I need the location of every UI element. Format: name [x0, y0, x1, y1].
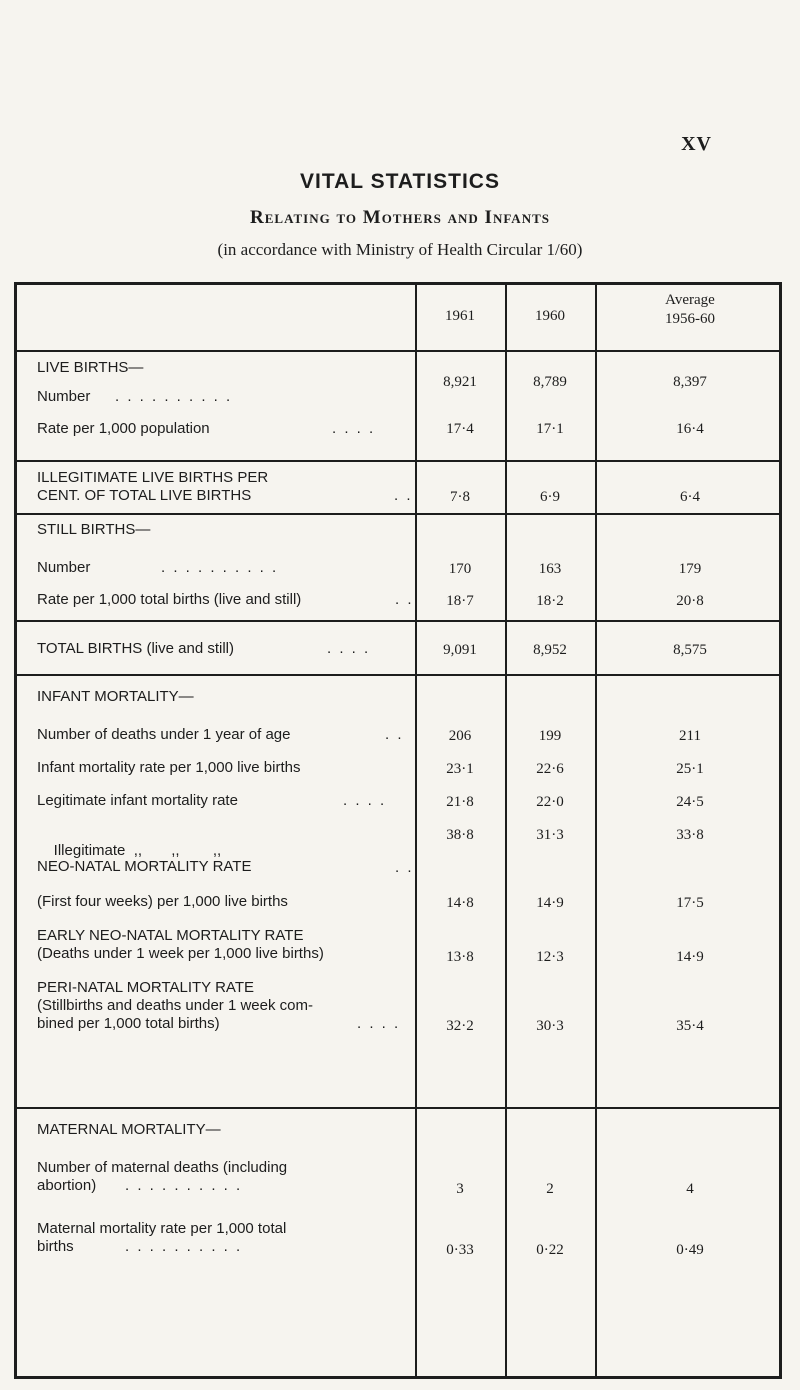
total-births-1961: 9,091 [443, 642, 477, 658]
row-divider [17, 674, 779, 676]
leader-dots: . . [395, 591, 414, 608]
circular-note: (in accordance with Ministry of Health Circular 1/60) [217, 240, 583, 259]
total-births-average: 8,575 [673, 642, 707, 658]
maternal-rate-average: 0·49 [676, 1242, 704, 1258]
row-divider [17, 513, 779, 515]
still-births-number-row [37, 559, 279, 576]
leader-dots: . . . . [357, 1015, 401, 1032]
leader-dots: . . . . [332, 420, 376, 437]
early-neonatal-1961: 13·8 [446, 949, 474, 965]
row-label: Number [37, 388, 91, 405]
infant-rate-1960: 22·6 [536, 761, 564, 777]
infant-rate-label: Infant mortality rate per 1,000 live births [37, 759, 301, 776]
legitimate-rate-average: 24·5 [676, 794, 704, 810]
maternal-rate-label-line1: Maternal mortality rate per 1,000 total [37, 1220, 287, 1237]
infant-mortality-heading: INFANT MORTALITY— [37, 688, 194, 705]
row-divider [17, 620, 779, 622]
total-births-row [37, 640, 371, 657]
illegitimate-rate-1961: 38·8 [446, 827, 474, 843]
perinatal-label-line2: (Stillbirths and deaths under 1 week com- [37, 997, 313, 1014]
leader-dots: . . . . . . . . . . [125, 1177, 243, 1194]
header-1961: 1961 [445, 308, 475, 324]
leader-dots: . . . . . . . . . . [125, 1238, 243, 1255]
still-births-number-average: 179 [678, 561, 702, 577]
maternal-deaths-label-line2 [37, 1177, 243, 1194]
leader-dots: . . [394, 487, 413, 504]
still-births-rate-row [37, 591, 414, 608]
row-label: TOTAL BIRTHS (live and still) [37, 640, 234, 657]
row-label: Legitimate infant mortality rate [37, 792, 238, 809]
infant-rate-average: 25·1 [676, 761, 704, 777]
leader-dots: . . [395, 859, 414, 876]
page-subtitle: Relating to Mothers and Infants [250, 207, 550, 228]
still-births-heading: STILL BIRTHS— [37, 521, 151, 538]
header-average-line2: 1956-60 [665, 311, 715, 327]
perinatal-label-line1: PERI-NATAL MORTALITY RATE [37, 979, 254, 996]
maternal-deaths-1960: 2 [546, 1181, 554, 1197]
maternal-rate-label-line2 [37, 1238, 243, 1255]
row-label: Rate per 1,000 population [37, 420, 210, 437]
row-label: Number [37, 559, 91, 576]
still-births-rate-1961: 18·7 [446, 593, 474, 609]
row-label: births [37, 1238, 74, 1255]
live-births-rate-average: 16·4 [676, 421, 704, 437]
row-label: bined per 1,000 total births) [37, 1015, 220, 1032]
perinatal-1961: 32·2 [446, 1018, 474, 1034]
row-divider [17, 1107, 779, 1109]
page-number: XV [681, 133, 712, 155]
early-neonatal-label-line1: EARLY NEO-NATAL MORTALITY RATE [37, 927, 304, 944]
legitimate-rate-row [37, 792, 387, 809]
row-divider [17, 350, 779, 352]
still-births-number-1960: 163 [538, 561, 562, 577]
early-neonatal-average: 14·9 [676, 949, 704, 965]
leader-dots: . . . . . . . . . . [115, 388, 233, 405]
perinatal-average: 35·4 [676, 1018, 704, 1034]
neonatal-label-line2: (First four weeks) per 1,000 live births [37, 893, 288, 910]
maternal-deaths-label-line1: Number of maternal deaths (including [37, 1159, 288, 1176]
live-births-number-1961: 8,921 [443, 374, 477, 390]
illegitimate-label-line1: ILLEGITIMATE LIVE BIRTHS PER [37, 469, 269, 486]
maternal-mortality-heading: MATERNAL MORTALITY— [37, 1121, 221, 1138]
illegitimate-1960: 6·9 [540, 489, 560, 505]
row-label: Rate per 1,000 total births (live and still) [37, 591, 302, 608]
maternal-rate-1961: 0·33 [446, 1242, 474, 1258]
live-births-number-1960: 8,789 [533, 374, 567, 390]
live-births-number-average: 8,397 [673, 374, 707, 390]
infant-deaths-1961: 206 [448, 728, 472, 744]
neonatal-label-line1: NEO-NATAL MORTALITY RATE [37, 858, 252, 875]
row-divider [17, 460, 779, 462]
maternal-deaths-average: 4 [686, 1181, 694, 1197]
total-births-1960: 8,952 [533, 642, 567, 658]
legitimate-rate-1961: 21·8 [446, 794, 474, 810]
early-neonatal-1960: 12·3 [536, 949, 564, 965]
header-average-line1: Average [665, 292, 715, 308]
page-title: VITAL STATISTICS [300, 170, 500, 193]
row-label: CENT. OF TOTAL LIVE BIRTHS [37, 487, 252, 504]
leader-dots: . . . . . . . . . . [161, 559, 279, 576]
neonatal-average: 17·5 [676, 895, 704, 911]
live-births-rate-row [37, 420, 376, 437]
early-neonatal-label-line2: (Deaths under 1 week per 1,000 live births) [37, 945, 324, 962]
infant-deaths-row [37, 726, 404, 743]
illegitimate-1961: 7·8 [450, 489, 470, 505]
row-label: Illegitimate ,, ,, ,, [53, 842, 222, 859]
live-births-rate-1960: 17·1 [536, 421, 564, 437]
leader-dots: . . . . [343, 792, 387, 809]
infant-deaths-1960: 199 [538, 728, 562, 744]
perinatal-label-line3 [37, 1015, 401, 1032]
still-births-rate-1960: 18·2 [536, 593, 564, 609]
live-births-rate-1961: 17·4 [446, 421, 474, 437]
legitimate-rate-1960: 22·0 [536, 794, 564, 810]
illegitimate-rate-average: 33·8 [676, 827, 704, 843]
infant-rate-1961: 23·1 [446, 761, 474, 777]
vital-statistics-table [14, 282, 782, 1379]
illegitimate-average: 6·4 [680, 489, 700, 505]
leader-dots: . . [385, 726, 404, 743]
maternal-rate-1960: 0·22 [536, 1242, 564, 1258]
still-births-number-1961: 170 [448, 561, 472, 577]
perinatal-1960: 30·3 [536, 1018, 564, 1034]
live-births-number-row [37, 388, 233, 405]
header-average [595, 291, 785, 329]
leader-dots: . . . . [327, 640, 371, 657]
neonatal-1960: 14·9 [536, 895, 564, 911]
maternal-deaths-1961: 3 [456, 1181, 464, 1197]
neonatal-1961: 14·8 [446, 895, 474, 911]
header-1960: 1960 [535, 308, 565, 324]
illegitimate-label-line2 [37, 487, 413, 504]
row-label: Number of deaths under 1 year of age [37, 726, 291, 743]
illegitimate-rate-1960: 31·3 [536, 827, 564, 843]
still-births-rate-average: 20·8 [676, 593, 704, 609]
live-births-heading: LIVE BIRTHS— [37, 359, 144, 376]
infant-deaths-average: 211 [679, 728, 701, 744]
row-label: abortion) [37, 1177, 97, 1194]
